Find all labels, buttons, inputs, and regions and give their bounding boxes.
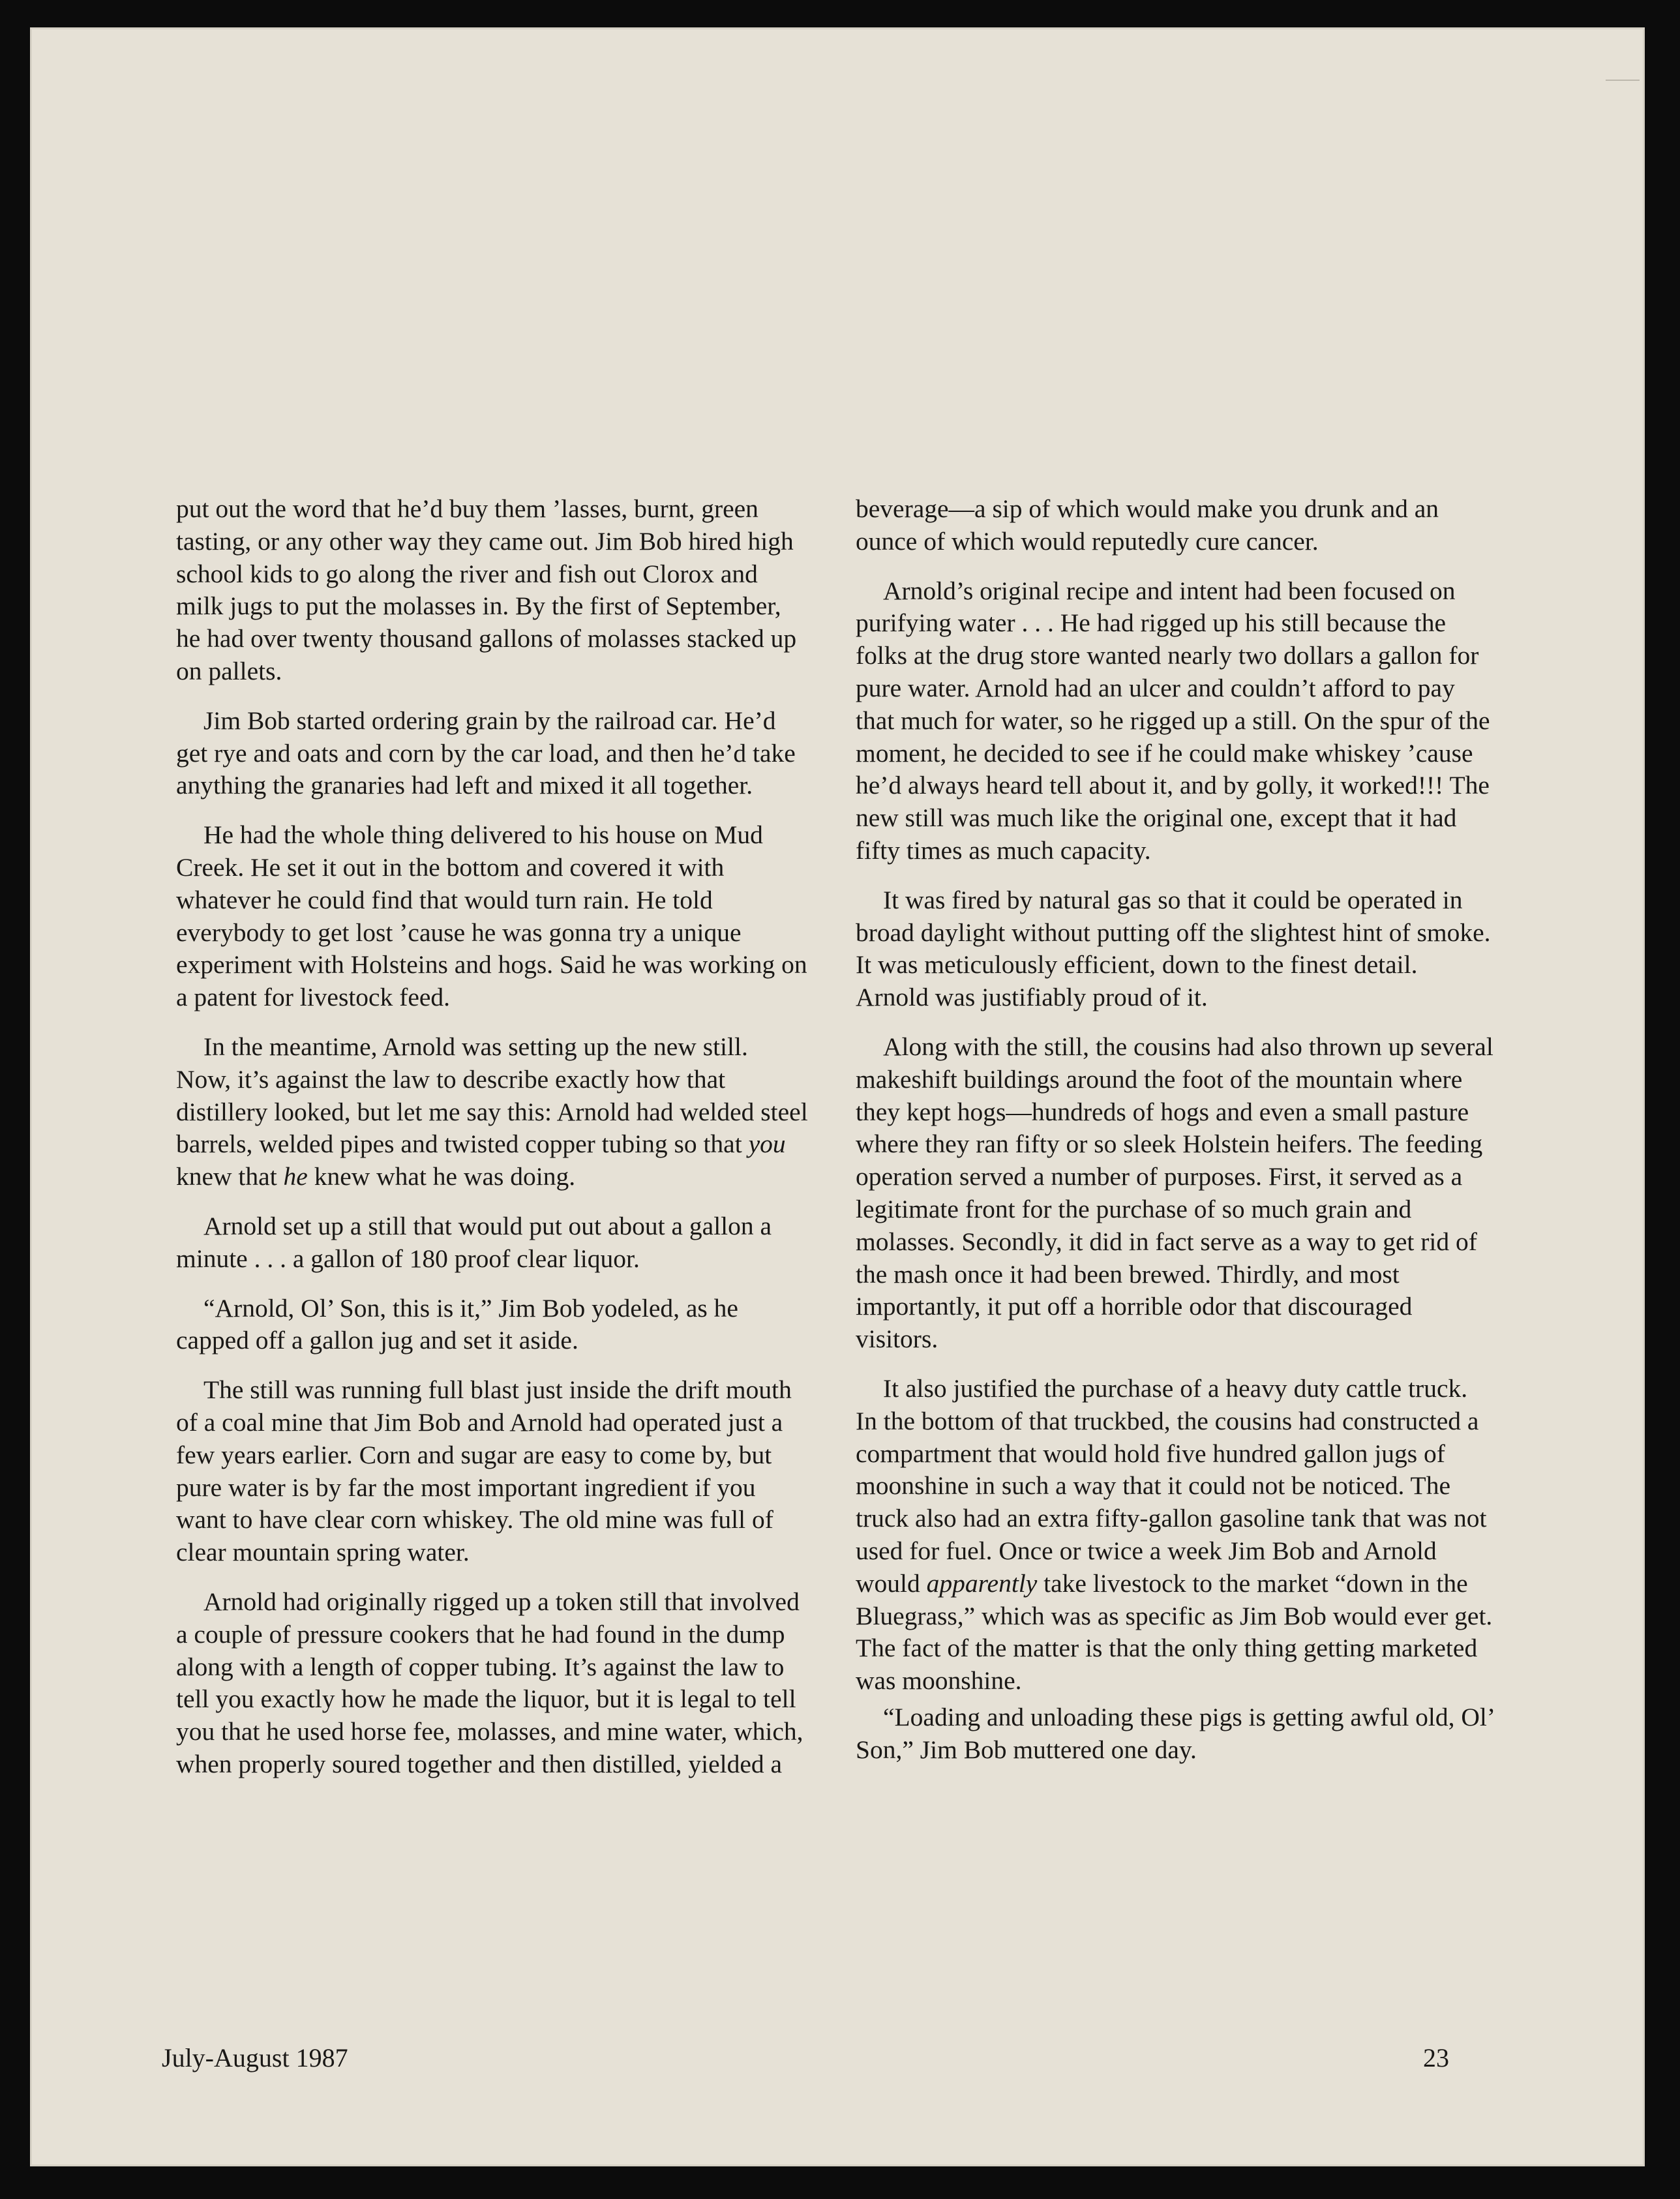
paragraph-text: In the meantime, Arnold was setting up the new still. Now, it’s against the law to describe exactly how that distillery looked, but let me say this: Arnold had welded steel barrels, welded pipes and twisted copper tubing so that: [176, 1032, 808, 1159]
left-column: [176, 493, 809, 1798]
paragraph: The still was running full blast just inside the drift mouth of a coal mine that Jim Bob and Arnold had operated just a few years earlier. Corn and sugar are easy to come by, but pure water is by far the most important ingredient if you want to have clear corn whiskey. The old mine was full of clear mountain spring water.: [176, 1375, 792, 1567]
paragraph-text: knew what he was doing.: [307, 1162, 576, 1191]
paragraph: [856, 1373, 1495, 1698]
paragraph: Jim Bob started ordering grain by the railroad car. He’d get rye and oats and corn by the car load, and then he’d take anything the granaries had left and mixed it all together.: [176, 706, 796, 800]
paragraph: “Loading and unloading these pigs is getting awful old, Ol’ Son,” Jim Bob muttered one day.: [856, 1702, 1494, 1764]
issue-date: July-August 1987: [162, 2043, 348, 2072]
paragraph: Arnold had originally rigged up a token still that involved a couple of pressure cookers that he had found in the dump along with a length of copper tubing. It’s against the law to tell you exactly how he made the liquor, but it is legal to tell you that he used horse fee, molasses, and mine water, which, when properly soured together and then distilled, yielded a: [176, 1587, 803, 1778]
emphasis-text: apparently: [926, 1568, 1038, 1598]
paragraph: put out the word that he’d buy them ’lasses, burnt, green tasting, or any other way they came out. Jim Bob hired high school kids to go along the river and fish out Clorox and milk jugs to put the molasses in. By the first of September, he had over twenty thousand gallons of molasses stacked up on pallets.: [176, 494, 797, 685]
paragraph: beverage—a sip of which would make you drunk and an ounce of which would reputedly cure cancer.: [856, 494, 1439, 556]
paragraph: “Arnold, Ol’ Son, this is it,” Jim Bob yodeled, as he capped off a gallon jug and set it aside.: [176, 1293, 738, 1355]
emphasis-text: you: [748, 1129, 786, 1159]
paragraph-text: It also justified the purchase of a heavy duty cattle truck. In the bottom of that truckbed, the cousins had constructed a compartment that would hold five hundred gallon jugs of moonshine in such a way that it could not be noticed. The truck also had an extra fifty-gallon gasoline tank that was not used for fuel. Once or twice a week Jim Bob and Arnold would: [856, 1373, 1487, 1598]
paragraph-text: knew that: [176, 1162, 284, 1191]
paragraph: [176, 1031, 809, 1193]
paragraph: It was fired by natural gas so that it could be operated in broad daylight without putting off the slightest hint of smoke. It was meticulously efficient, down to the finest detail. Arnold was justifiably proud of it.: [856, 885, 1491, 1012]
page-number: 23: [1423, 2043, 1449, 2072]
right-column: [856, 493, 1495, 1783]
emphasis-text: he: [283, 1162, 308, 1191]
edge-mark: [1606, 80, 1640, 81]
paragraph: Arnold set up a still that would put out about a gallon a minute . . . a gallon of 180 proof clear liquor.: [176, 1211, 772, 1273]
paragraph: He had the whole thing delivered to his house on Mud Creek. He set it out in the bottom and covered it with whatever he could find that would turn rain. He told everybody to get lost ’cause he was gonna try a unique experiment with Holsteins and hogs. Said he was working on a patent for livestock feed.: [176, 820, 807, 1012]
paragraph: Along with the still, the cousins had also thrown up several makeshift buildings around the foot of the mountain where they kept hogs—hundreds of hogs and even a small pasture where they ran fifty or so sleek Holstein heifers. The feeding operation served a number of purposes. First, it served as a legitimate front for the purchase of so much grain and molasses. Secondly, it did in fact serve as a way to get rid of the mash once it had been brewed. Thirdly, and most importantly, it put off a horrible odor that discouraged visitors.: [856, 1032, 1493, 1354]
paragraph-text: take livestock to the market “down in the Bluegrass,” which was as specific as Jim Bob would ever get. The fact of the matter is that the only thing getting marketed was moonshine.: [856, 1568, 1493, 1696]
paragraph: Arnold’s original recipe and intent had been focused on purifying water . . . He had rigged up his still because the folks at the drug store wanted nearly two dollars a gallon for pure water. Arnold had an ulcer and couldn’t afford to pay that much for water, so he rigged up a still. On the spur of the moment, he decided to see if he could make whiskey ’cause he’d always heard tell about it, and by golly, it worked!!! The new still was much like the original one, except that it had fifty times as much capacity.: [856, 576, 1490, 865]
